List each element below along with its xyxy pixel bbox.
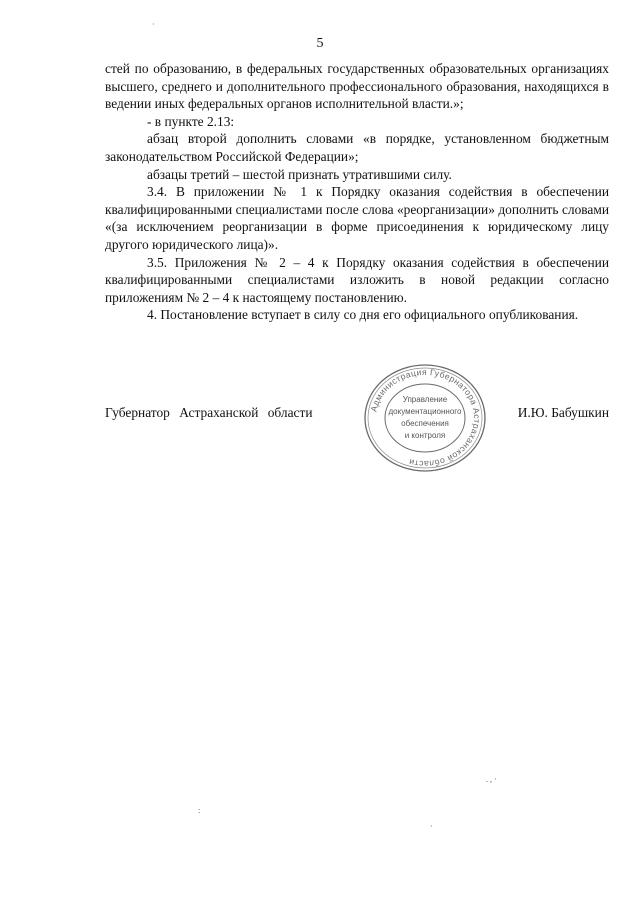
seal-center-line: документационного (388, 407, 462, 416)
signatory-name: И.Ю. Бабушкин (517, 405, 609, 420)
seal-center-line: и контроля (404, 431, 446, 440)
document-body (105, 60, 609, 324)
paragraph: абзац второй дополнить словами «в порядке, установленном бюджетным законодательством Российской Федерации»; (105, 131, 609, 164)
official-seal-stamp (360, 362, 490, 474)
seal-ring-text: Администрация Губернатора Астраханской области (368, 366, 483, 470)
scan-speck: · (152, 20, 155, 29)
paragraph: 3.5. Приложения № 2 – 4 к Порядку оказания содействия в обеспечении квалифицированными специалистами изложить в новой редакции согласно приложениям № 2 – 4 к настоящему постановлению. (105, 254, 609, 305)
scan-speck: · (430, 822, 433, 831)
seal-center-line: Управление (402, 395, 448, 404)
paragraph: - в пункте 2.13: (147, 113, 235, 129)
paragraph: 3.4. В приложении № 1 к Порядку оказания содействия в обеспечении квалифицированными специалистами после слова «реорганизации» дополнить словами «(за исключением реорганизации в форме присоединения к юридическому лицу другого юридического лица)». (105, 184, 609, 252)
page-number: 5 (316, 36, 324, 51)
seal-center-line: обеспечения (401, 419, 449, 428)
seal-graphic (360, 362, 490, 474)
paragraph: абзацы третий – шестой признать утратившими силу. (147, 166, 452, 182)
signatory-title: Губернатор Астраханской области (105, 405, 313, 420)
scan-speck: : (198, 806, 201, 815)
paragraph: стей по образованию, в федеральных государственных образовательных организациях высшего, среднего и дополнительного профессионального образования, находящихся в ведении иных федеральных органов исполнительной власти.»; (105, 61, 609, 112)
paragraph: 4. Постановление вступает в силу со дня его официального опубликования. (147, 307, 579, 323)
scan-speck: . , · (486, 775, 497, 784)
